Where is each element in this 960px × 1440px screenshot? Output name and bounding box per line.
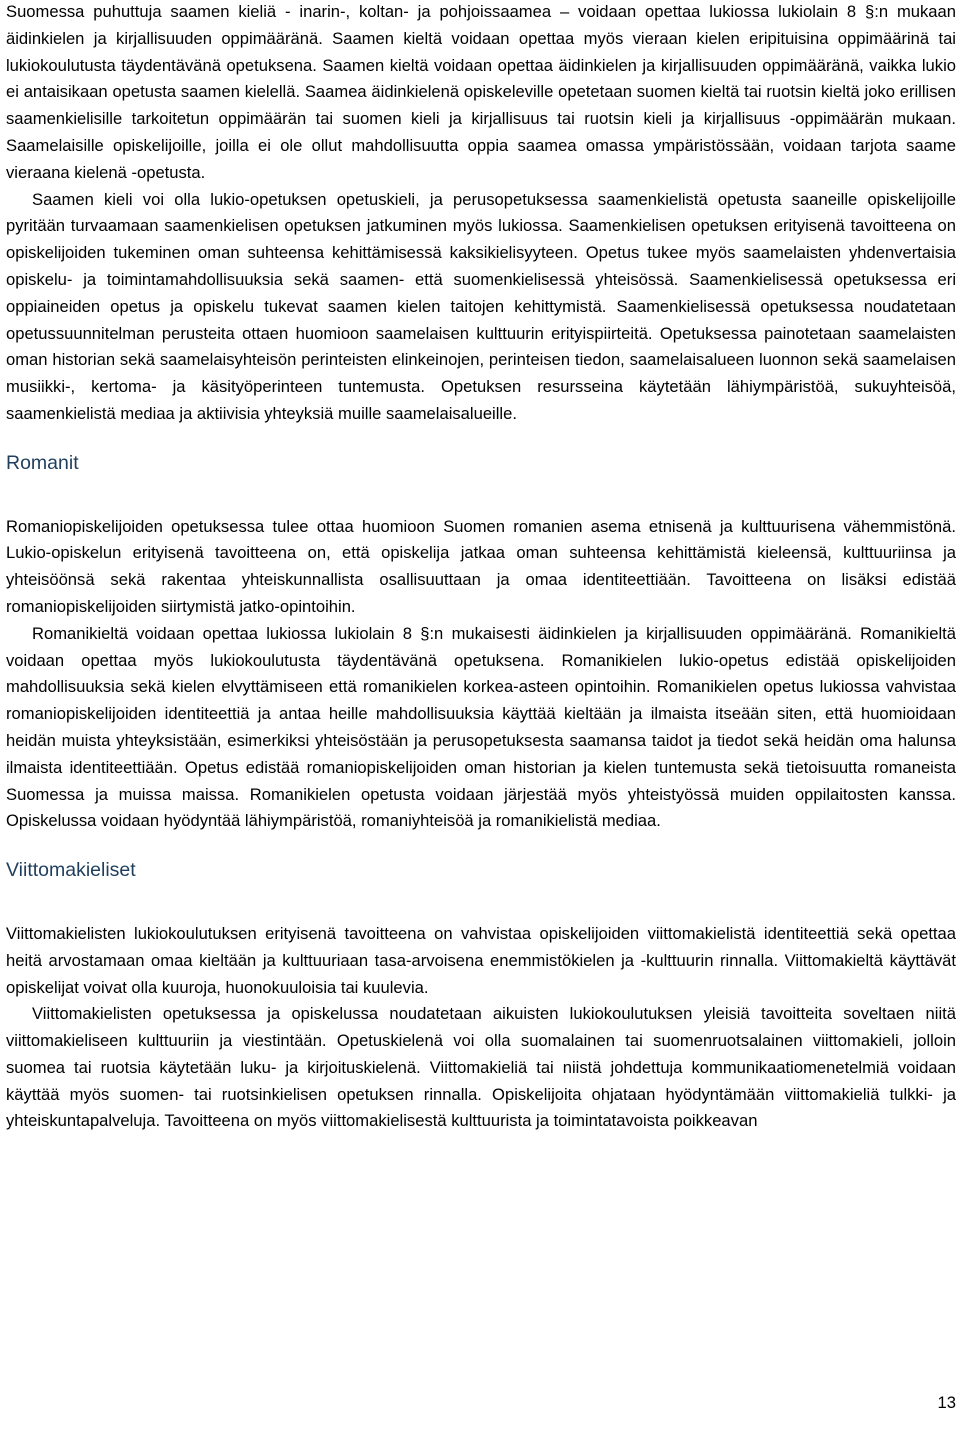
paragraph-viittoma-1: Viittomakielisten lukiokoulutuksen erityisenä tavoitteena on vahvistaa opiskelijoiden viittomakielistä identiteettiä sekä opettaa heitä arvostamaan omaa kieltään ja kulttuuriaan tasa-arvoisena enemmistökielen ja -kulttuurin rinnalla. Viittomakieltä käyttävät opiskelijat voivat olla kuuroja, huonokuuloisia tai kuulevia. xyxy=(6,923,956,997)
heading-viittomakieliset: Viittomakieliset xyxy=(6,859,136,882)
paragraph-romanit-2: Romanikieltä voidaan opettaa lukiossa lukiolain 8 §:n mukaisesti äidinkielen ja kirjallisuuden oppimääränä. Romanikieltä voidaan opettaa myös lukiokoulutusta täydentävänä opetuksena. Romanikielen lukio-opetus edistää opiskelijoiden mahdollisuuksia sekä kielen elvyttämiseen että romanikielen korkea-asteen opintoihin. Romanikielen opetus lukiossa vahvistaa romaniopiskelijoiden identiteettiä ja antaa heille mahdollisuuksia käyttää kieltään ja ilmaista itseään siten, että huomioidaan heidän muista yhteyksistään, esimerkiksi yhteisöstään ja perusopetuksesta saamansa taidot ja tiedot sekä heidän oma halunsa ilmaista identiteettiään. Opetus edistää romaniopiskelijoiden oman historian ja kielen tuntemusta sekä tietoisuutta romaneista Suomessa ja muissa maissa. Romanikielen opetusta voidaan järjestää myös yhteistyössä muiden oppilaitosten kanssa. Opiskelussa voidaan hyödyntää lähiympäristöä, romaniyhteisöä ja romanikielistä mediaa. xyxy=(6,623,956,831)
paragraph-saame-1: Suomessa puhuttuja saamen kieliä - inarin-, koltan- ja pohjoissaamea – voidaan opettaa lukiossa lukiolain 8 §:n mukaan äidinkielen ja kirjallisuuden oppimääränä. Saamen kieltä voidaan opettaa myös vieraan kielen eripituisina oppimäärinä tai lukiokoulutusta täydentävänä opetuksena. Saamen kieltä voidaan opettaa äidinkielen ja kirjallisuuden oppimääränä, vaikka lukio ei antaisikaan opetusta saamen kielellä. Saamea äidinkielenä opiskeleville opetetaan suomen kieltä tai ruotsin kieltä joko erillisen saamenkielisille tarkoitetun oppimäärän tai suomen kieli ja kirjallisuus tai ruotsin kieli ja kirjallisuus -oppimäärän mukaan. Saamelaisille opiskelijoille, joilla ei ole ollut mahdollisuutta oppia saamea omassa ympäristössään, voidaan tarjota saame vieraana kielenä -opetusta. xyxy=(6,2,956,182)
paragraph-romanit-1: Romaniopiskelijoiden opetuksessa tulee ottaa huomioon Suomen romanien asema etnisenä ja kulttuurisena vähemmistönä. Lukio-opiskelun erityisenä tavoitteena on, että opiskelija jatkaa oman suhteensa kehittämistä kieleensä, kulttuuriinsa ja yhteisöönsä sekä rakentaa yhteiskunnallista osallisuuttaan ja omaa identiteettiään. Tavoitteena on lisäksi edistää romaniopiskelijoiden siirtymistä jatko-opintoihin. xyxy=(6,516,956,616)
paragraph-saame-2: Saamen kieli voi olla lukio-opetuksen opetuskieli, ja perusopetuksessa saamenkielistä opetusta saaneille opiskelijoille pyritään turvaamaan saamenkielisen opetuksen jatkuminen myös lukiossa. Saamenkielisen opetuksen erityisenä tavoitteena on opiskelijoiden tukeminen oman suhteensa kehittämisessä kaksikielisyyteen. Opetus tukee myös saamelaisten yhdenvertaisia opiskelu- ja toimintamahdollisuuksia sekä saamen- että suomenkielisessä yhteisössä. Saamenkielisessä opetuksessa eri oppiaineiden opetus ja opiskelu tukevat saamen kielen taitojen kehittymistä. Saamenkielisessä opetuksessa noudatetaan opetussuunnitelman perusteita ottaen huomioon saamelaisen kulttuurin erityispiirteitä. Opetuksessa painotetaan saamelaisten oman historian sekä saamelaisyhteisön perinteisten elinkeinojen, perinteisen tiedon, saamelaisalueen luonnon sekä saamelaisen musiikki-, kertoma- ja käsityöperinteen tuntemusta. Opetuksen resursseina käytetään lähiympäristöä, sukuyhteisöä, saamenkielistä mediaa ja aktiivisia yhteyksiä muille saamelaisalueille. xyxy=(6,189,956,423)
document-page xyxy=(6,0,956,1135)
page-number: 13 xyxy=(937,1393,956,1412)
heading-romanit: Romanit xyxy=(6,451,79,474)
paragraph-viittoma-2: Viittomakielisten opetuksessa ja opiskelussa noudatetaan aikuisten lukiokoulutuksen yleisiä tavoitteita soveltaen niitä viittomakieliseen kulttuuriin ja viestintään. Opetuskielenä voi olla suomalainen tai suomenruotsalainen viittomakieli, jolloin suomea tai ruotsia käytetään luku- ja kirjoituskielenä. Viittomakieliä tai niistä johdettuja kommunikaatiomenetelmiä voidaan käyttää myös suomen- tai ruotsinkielisen opetuksen rinnalla. Opiskelijoita ohjataan hyödyntämään viittomakieliä tulkki- ja yhteiskuntapalveluja. Tavoitteena on myös viittomakielisestä kulttuurista ja toimintatavoista poikkeavan xyxy=(6,1004,956,1131)
